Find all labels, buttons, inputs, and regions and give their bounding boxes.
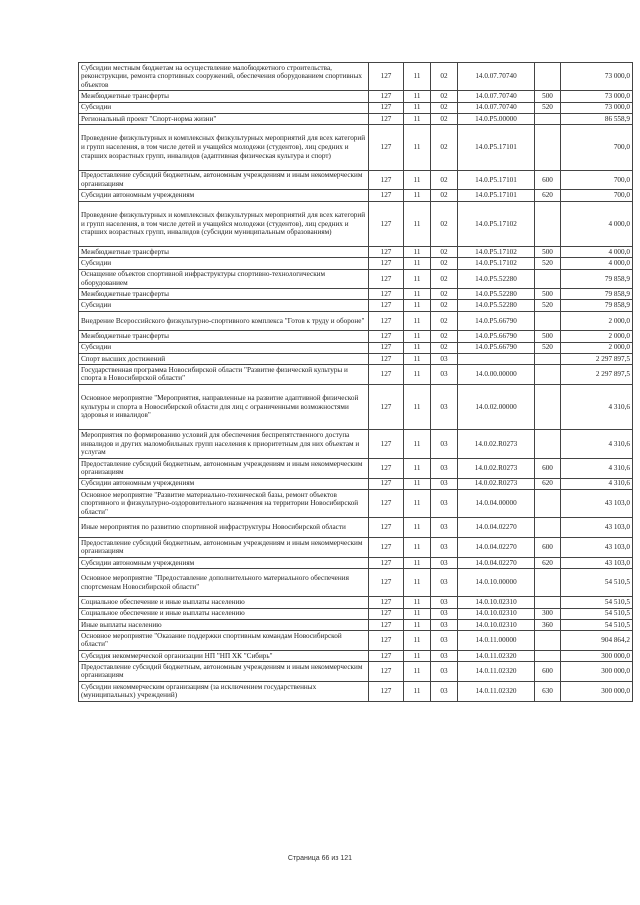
table-row xyxy=(79,342,633,353)
expense-type-code: 500 xyxy=(535,289,561,300)
table-row xyxy=(79,384,633,430)
subsection-code: 03 xyxy=(431,489,458,517)
amount: 2 297 897,5 xyxy=(561,353,633,364)
row-name: Предоставление субсидий бюджетным, автономным учреждениям и иным некоммерческим организациям xyxy=(79,537,369,557)
ministry-code: 127 xyxy=(369,537,404,557)
subsection-code: 03 xyxy=(431,650,458,661)
amount: 700,0 xyxy=(561,170,633,190)
ministry-code: 127 xyxy=(369,661,404,681)
ministry-code: 127 xyxy=(369,124,404,170)
row-name: Субсидии автономным учреждениям xyxy=(79,557,369,568)
expense-type-code: 630 xyxy=(535,681,561,701)
expense-type-code: 600 xyxy=(535,537,561,557)
section-code: 11 xyxy=(404,661,431,681)
subsection-code: 03 xyxy=(431,384,458,430)
section-code: 11 xyxy=(404,190,431,201)
amount: 4 000,0 xyxy=(561,201,633,247)
table-row xyxy=(79,650,633,661)
ministry-code: 127 xyxy=(369,365,404,385)
table-row xyxy=(79,630,633,650)
subsection-code: 03 xyxy=(431,608,458,619)
ministry-code: 127 xyxy=(369,430,404,458)
ministry-code: 127 xyxy=(369,247,404,258)
expense-type-code: 300 xyxy=(535,608,561,619)
expense-type-code: 620 xyxy=(535,557,561,568)
ministry-code: 127 xyxy=(369,258,404,269)
amount: 4 000,0 xyxy=(561,247,633,258)
section-code: 11 xyxy=(404,537,431,557)
amount: 4 310,6 xyxy=(561,478,633,489)
ministry-code: 127 xyxy=(369,311,404,331)
target-article-code: 14.0.P5.52280 xyxy=(458,300,535,311)
row-name: Основное мероприятие "Развитие материально-технической базы, ремонт объектов спортивного и физкультурно-оздоровительного назначения на территории Новосибирской области" xyxy=(79,489,369,517)
expense-type-code: 520 xyxy=(535,300,561,311)
subsection-code: 02 xyxy=(431,63,458,91)
row-name: Субсидии xyxy=(79,102,369,113)
expense-type-code xyxy=(535,518,561,538)
target-article-code: 14.0.P5.52280 xyxy=(458,269,535,289)
section-code: 11 xyxy=(404,430,431,458)
subsection-code: 03 xyxy=(431,365,458,385)
table-row xyxy=(79,537,633,557)
target-article-code: 14.0.11.02320 xyxy=(458,681,535,701)
row-name: Межбюджетные трансферты xyxy=(79,247,369,258)
section-code: 11 xyxy=(404,331,431,342)
ministry-code: 127 xyxy=(369,478,404,489)
subsection-code: 03 xyxy=(431,597,458,608)
page-number: Страница 66 из 121 xyxy=(287,855,353,862)
row-name: Межбюджетные трансферты xyxy=(79,91,369,102)
ministry-code: 127 xyxy=(369,489,404,517)
ministry-code: 127 xyxy=(369,619,404,630)
ministry-code: 127 xyxy=(369,353,404,364)
subsection-code: 02 xyxy=(431,331,458,342)
table-row xyxy=(79,300,633,311)
expense-type-code xyxy=(535,430,561,458)
table-row xyxy=(79,170,633,190)
section-code: 11 xyxy=(404,597,431,608)
table-row xyxy=(79,63,633,91)
subsection-code: 03 xyxy=(431,537,458,557)
ministry-code: 127 xyxy=(369,557,404,568)
target-article-code: 14.0.02.00000 xyxy=(458,384,535,430)
amount: 79 858,9 xyxy=(561,269,633,289)
table-row xyxy=(79,619,633,630)
target-article-code: 14.0.P5.17102 xyxy=(458,258,535,269)
row-name: Субсидии xyxy=(79,300,369,311)
section-code: 11 xyxy=(404,650,431,661)
subsection-code: 02 xyxy=(431,102,458,113)
target-article-code: 14.0.P5.17101 xyxy=(458,124,535,170)
table-row xyxy=(79,91,633,102)
ministry-code: 127 xyxy=(369,342,404,353)
table-row xyxy=(79,269,633,289)
section-code: 11 xyxy=(404,269,431,289)
target-article-code: 14.0.P5.17102 xyxy=(458,247,535,258)
amount: 2 000,0 xyxy=(561,311,633,331)
ministry-code: 127 xyxy=(369,63,404,91)
amount: 54 510,5 xyxy=(561,619,633,630)
subsection-code: 02 xyxy=(431,311,458,331)
expense-type-code: 520 xyxy=(535,258,561,269)
row-name: Межбюджетные трансферты xyxy=(79,331,369,342)
target-article-code: 14.0.P5.66790 xyxy=(458,331,535,342)
ministry-code: 127 xyxy=(369,331,404,342)
target-article-code: 14.0.00.00000 xyxy=(458,365,535,385)
section-code: 11 xyxy=(404,557,431,568)
subsection-code: 03 xyxy=(431,478,458,489)
expense-type-code xyxy=(535,269,561,289)
section-code: 11 xyxy=(404,300,431,311)
subsection-code: 03 xyxy=(431,353,458,364)
target-article-code: 14.0.P5.17101 xyxy=(458,190,535,201)
table-row xyxy=(79,661,633,681)
ministry-code: 127 xyxy=(369,269,404,289)
ministry-code: 127 xyxy=(369,650,404,661)
row-name: Предоставление субсидий бюджетным, автономным учреждениям и иным некоммерческим организациям xyxy=(79,170,369,190)
amount: 4 310,6 xyxy=(561,458,633,478)
target-article-code: 14.0.P5.66790 xyxy=(458,342,535,353)
subsection-code: 02 xyxy=(431,300,458,311)
expense-type-code xyxy=(535,597,561,608)
table-row xyxy=(79,113,633,124)
row-name: Субсидии некоммерческим организациям (за исключением государственных (муниципальных) учреждений) xyxy=(79,681,369,701)
row-name: Субсидии местным бюджетам на осуществление малобюджетного строительства, реконструкции, ремонта спортивных сооружений, обеспечения оборудованием спортивных объектов xyxy=(79,63,369,91)
row-name: Спорт высших достижений xyxy=(79,353,369,364)
budget-table-body xyxy=(79,63,633,702)
row-name: Внедрение Всероссийского физкультурно-спортивного комплекса "Готов к труду и обороне" xyxy=(79,311,369,331)
row-name: Проведение физкультурных и комплексных физкультурных мероприятий для всех категорий и групп населения, в том числе детей и учащейся молодежи (студентов), лиц средних и старших возрастных групп, инвалидов (адаптивная физическая культура и спорт) xyxy=(79,124,369,170)
expense-type-code xyxy=(535,124,561,170)
row-name: Социальное обеспечение и иные выплаты населению xyxy=(79,597,369,608)
row-name: Межбюджетные трансферты xyxy=(79,289,369,300)
expense-type-code xyxy=(535,568,561,596)
subsection-code: 02 xyxy=(431,113,458,124)
ministry-code: 127 xyxy=(369,102,404,113)
ministry-code: 127 xyxy=(369,597,404,608)
section-code: 11 xyxy=(404,619,431,630)
ministry-code: 127 xyxy=(369,518,404,538)
table-row xyxy=(79,681,633,701)
subsection-code: 02 xyxy=(431,247,458,258)
expense-type-code xyxy=(535,650,561,661)
section-code: 11 xyxy=(404,311,431,331)
subsection-code: 02 xyxy=(431,91,458,102)
subsection-code: 02 xyxy=(431,258,458,269)
row-name: Основное мероприятие "Предоставление дополнительного материального обеспечения спортсменам Новосибирской области" xyxy=(79,568,369,596)
row-name: Предоставление субсидий бюджетным, автономным учреждениям и иным некоммерческим организациям xyxy=(79,661,369,681)
subsection-code: 02 xyxy=(431,342,458,353)
row-name: Предоставление субсидий бюджетным, автономным учреждениям и иным некоммерческим организациям xyxy=(79,458,369,478)
target-article-code: 14.0.02.R0273 xyxy=(458,458,535,478)
section-code: 11 xyxy=(404,124,431,170)
section-code: 11 xyxy=(404,630,431,650)
amount: 73 000,0 xyxy=(561,63,633,91)
table-row xyxy=(79,478,633,489)
section-code: 11 xyxy=(404,489,431,517)
table-row xyxy=(79,597,633,608)
expense-type-code: 620 xyxy=(535,478,561,489)
amount: 73 000,0 xyxy=(561,102,633,113)
subsection-code: 03 xyxy=(431,568,458,596)
expense-type-code: 600 xyxy=(535,661,561,681)
row-name: Субсидии автономным учреждениям xyxy=(79,190,369,201)
target-article-code: 14.0.10.00000 xyxy=(458,568,535,596)
target-article-code: 14.0.07.70740 xyxy=(458,63,535,91)
amount: 4 310,6 xyxy=(561,430,633,458)
expense-type-code xyxy=(535,630,561,650)
target-article-code: 14.0.11.02320 xyxy=(458,661,535,681)
target-article-code: 14.0.04.02270 xyxy=(458,518,535,538)
section-code: 11 xyxy=(404,608,431,619)
amount: 300 000,0 xyxy=(561,650,633,661)
expense-type-code xyxy=(535,489,561,517)
ministry-code: 127 xyxy=(369,568,404,596)
expense-type-code xyxy=(535,113,561,124)
row-name: Государственная программа Новосибирской области "Развитие физической культуры и спорта в Новосибирской области" xyxy=(79,365,369,385)
table-row xyxy=(79,365,633,385)
row-name: Основное мероприятие "Мероприятия, направленные на развитие адаптивной физической культуры и спорта в Новосибирской области для лиц с ограниченными возможностями здоровья и инвалидов" xyxy=(79,384,369,430)
expense-type-code: 360 xyxy=(535,619,561,630)
amount: 300 000,0 xyxy=(561,661,633,681)
ministry-code: 127 xyxy=(369,170,404,190)
section-code: 11 xyxy=(404,518,431,538)
subsection-code: 03 xyxy=(431,619,458,630)
table-row xyxy=(79,258,633,269)
row-name: Основное мероприятие "Оказание поддержки спортивным командам Новосибирской области" xyxy=(79,630,369,650)
amount: 4 000,0 xyxy=(561,258,633,269)
section-code: 11 xyxy=(404,342,431,353)
expense-type-code xyxy=(535,201,561,247)
row-name: Субсидии автономным учреждениям xyxy=(79,478,369,489)
target-article-code: 14.0.11.02320 xyxy=(458,650,535,661)
table-row xyxy=(79,353,633,364)
subsection-code: 02 xyxy=(431,289,458,300)
amount: 2 000,0 xyxy=(561,331,633,342)
expense-type-code: 520 xyxy=(535,102,561,113)
amount: 43 103,0 xyxy=(561,557,633,568)
table-row xyxy=(79,201,633,247)
section-code: 11 xyxy=(404,102,431,113)
target-article-code: 14.0.02.R0273 xyxy=(458,478,535,489)
table-row xyxy=(79,489,633,517)
ministry-code: 127 xyxy=(369,630,404,650)
target-article-code: 14.0.07.70740 xyxy=(458,102,535,113)
table-row xyxy=(79,557,633,568)
section-code: 11 xyxy=(404,365,431,385)
target-article-code: 14.0.10.02310 xyxy=(458,619,535,630)
ministry-code: 127 xyxy=(369,201,404,247)
expense-type-code xyxy=(535,353,561,364)
ministry-code: 127 xyxy=(369,113,404,124)
target-article-code: 14.0.04.02270 xyxy=(458,537,535,557)
target-article-code: 14.0.P5.66790 xyxy=(458,311,535,331)
target-article-code: 14.0.04.02270 xyxy=(458,557,535,568)
expense-type-code: 600 xyxy=(535,458,561,478)
subsection-code: 03 xyxy=(431,458,458,478)
subsection-code: 03 xyxy=(431,430,458,458)
ministry-code: 127 xyxy=(369,91,404,102)
amount: 2 297 897,5 xyxy=(561,365,633,385)
budget-table xyxy=(78,62,633,702)
section-code: 11 xyxy=(404,258,431,269)
expense-type-code: 620 xyxy=(535,190,561,201)
target-article-code: 14.0.07.70740 xyxy=(458,91,535,102)
table-row xyxy=(79,518,633,538)
target-article-code: 14.0.P5.17101 xyxy=(458,170,535,190)
expense-type-code xyxy=(535,311,561,331)
amount: 300 000,0 xyxy=(561,681,633,701)
ministry-code: 127 xyxy=(369,681,404,701)
section-code: 11 xyxy=(404,113,431,124)
subsection-code: 02 xyxy=(431,170,458,190)
expense-type-code: 520 xyxy=(535,342,561,353)
subsection-code: 03 xyxy=(431,681,458,701)
amount: 904 864,2 xyxy=(561,630,633,650)
amount: 79 858,9 xyxy=(561,300,633,311)
ministry-code: 127 xyxy=(369,458,404,478)
amount: 54 510,5 xyxy=(561,568,633,596)
section-code: 11 xyxy=(404,681,431,701)
table-row xyxy=(79,124,633,170)
amount: 700,0 xyxy=(561,124,633,170)
expense-type-code xyxy=(535,365,561,385)
target-article-code: 14.0.10.02310 xyxy=(458,597,535,608)
expense-type-code: 500 xyxy=(535,331,561,342)
row-name: Иные выплаты населению xyxy=(79,619,369,630)
section-code: 11 xyxy=(404,289,431,300)
amount: 43 103,0 xyxy=(561,489,633,517)
section-code: 11 xyxy=(404,91,431,102)
expense-type-code: 600 xyxy=(535,170,561,190)
subsection-code: 03 xyxy=(431,661,458,681)
section-code: 11 xyxy=(404,170,431,190)
row-name: Социальное обеспечение и иные выплаты населению xyxy=(79,608,369,619)
expense-type-code xyxy=(535,63,561,91)
amount: 700,0 xyxy=(561,190,633,201)
target-article-code: 14.0.P5.00000 xyxy=(458,113,535,124)
section-code: 11 xyxy=(404,353,431,364)
row-name: Субсидии xyxy=(79,258,369,269)
amount: 79 858,9 xyxy=(561,289,633,300)
amount: 86 558,9 xyxy=(561,113,633,124)
section-code: 11 xyxy=(404,201,431,247)
section-code: 11 xyxy=(404,568,431,596)
row-name: Мероприятия по формированию условий для обеспечения беспрепятственного доступа инвалидов и других маломобильных групп населения к приоритетным для них объектам и услугам xyxy=(79,430,369,458)
row-name: Региональный проект "Спорт-норма жизни" xyxy=(79,113,369,124)
table-row xyxy=(79,247,633,258)
subsection-code: 03 xyxy=(431,557,458,568)
section-code: 11 xyxy=(404,63,431,91)
ministry-code: 127 xyxy=(369,384,404,430)
subsection-code: 02 xyxy=(431,124,458,170)
amount: 54 510,5 xyxy=(561,608,633,619)
subsection-code: 02 xyxy=(431,190,458,201)
subsection-code: 03 xyxy=(431,630,458,650)
section-code: 11 xyxy=(404,458,431,478)
ministry-code: 127 xyxy=(369,190,404,201)
target-article-code: 14.0.11.00000 xyxy=(458,630,535,650)
target-article-code: 14.0.P5.52280 xyxy=(458,289,535,300)
subsection-code: 03 xyxy=(431,518,458,538)
subsection-code: 02 xyxy=(431,269,458,289)
target-article-code: 14.0.04.00000 xyxy=(458,489,535,517)
ministry-code: 127 xyxy=(369,289,404,300)
target-article-code: 14.0.P5.17102 xyxy=(458,201,535,247)
row-name: Субсидии xyxy=(79,342,369,353)
amount: 54 510,5 xyxy=(561,597,633,608)
table-row xyxy=(79,458,633,478)
row-name: Субсидия некоммерческой организации НП "НП ХК "Сибирь" xyxy=(79,650,369,661)
table-row xyxy=(79,102,633,113)
amount: 43 103,0 xyxy=(561,518,633,538)
table-row xyxy=(79,190,633,201)
target-article-code: 14.0.02.R0273 xyxy=(458,430,535,458)
expense-type-code: 500 xyxy=(535,91,561,102)
ministry-code: 127 xyxy=(369,300,404,311)
section-code: 11 xyxy=(404,247,431,258)
table-row xyxy=(79,289,633,300)
amount: 2 000,0 xyxy=(561,342,633,353)
ministry-code: 127 xyxy=(369,608,404,619)
table-row xyxy=(79,568,633,596)
expense-type-code: 500 xyxy=(535,247,561,258)
table-row xyxy=(79,430,633,458)
amount: 73 000,0 xyxy=(561,91,633,102)
row-name: Иные мероприятия по развитию спортивной инфраструктуры Новосибирской области xyxy=(79,518,369,538)
table-row xyxy=(79,331,633,342)
row-name: Оснащение объектов спортивной инфраструктуры спортивно-технологическим оборудованием xyxy=(79,269,369,289)
target-article-code: 14.0.10.02310 xyxy=(458,608,535,619)
target-article-code xyxy=(458,353,535,364)
table-row xyxy=(79,311,633,331)
amount: 43 103,0 xyxy=(561,537,633,557)
amount: 4 310,6 xyxy=(561,384,633,430)
table-row xyxy=(79,608,633,619)
section-code: 11 xyxy=(404,384,431,430)
expense-type-code xyxy=(535,384,561,430)
subsection-code: 02 xyxy=(431,201,458,247)
row-name: Проведение физкультурных и комплексных физкультурных мероприятий для всех категорий и групп населения, в том числе детей и учащейся молодежи (студентов), лиц средних и старших возрастных групп, инвалидов (субсидии муниципальным образованиям) xyxy=(79,201,369,247)
section-code: 11 xyxy=(404,478,431,489)
